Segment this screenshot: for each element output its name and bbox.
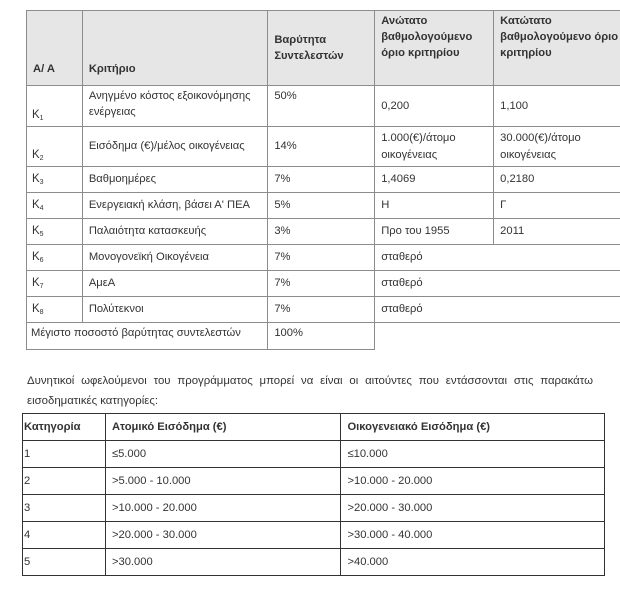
income-category: 3 xyxy=(23,495,106,522)
empty-cell xyxy=(375,323,620,350)
criterion-code: $K_8$ xyxy=(27,297,83,323)
criterion-name: Ενεργειακή κλάση, βάσει Α' ΠΕΑ xyxy=(82,193,268,219)
total-value: 100% xyxy=(268,323,375,350)
individual-income: >10.000 - 20.000 xyxy=(105,495,341,522)
criteria-row xyxy=(27,271,620,297)
family-income: >40.000 xyxy=(341,549,605,576)
criteria-total-row xyxy=(27,323,620,350)
family-income: ≤10.000 xyxy=(341,441,605,468)
individual-income: >30.000 xyxy=(105,549,341,576)
criteria-row xyxy=(27,297,620,323)
criterion-lower: 1,100 xyxy=(494,86,620,127)
criterion-weight: 50% xyxy=(268,86,375,127)
income-row xyxy=(23,522,605,549)
individual-income: >5.000 - 10.000 xyxy=(105,468,341,495)
criterion-fixed-value: σταθερό xyxy=(375,297,620,323)
criteria-row xyxy=(27,127,620,167)
criterion-code: $K_3$ xyxy=(27,167,83,193)
criterion-code: $K_7$ xyxy=(27,271,83,297)
income-category: 2 xyxy=(23,468,106,495)
criterion-weight: 3% xyxy=(268,219,375,245)
income-category: 1 xyxy=(23,441,106,468)
criterion-lower: 2011 xyxy=(494,219,620,245)
header-aa: Α/ Α xyxy=(27,11,83,86)
criterion-upper: Η xyxy=(375,193,494,219)
total-label: Μέγιστο ποσοστό βαρύτητας συντελεστών xyxy=(27,323,268,350)
family-income: >20.000 - 30.000 xyxy=(341,495,605,522)
criterion-fixed-value: σταθερό xyxy=(375,271,620,297)
header-family-income: Οικογενειακό Εισόδημα (€) xyxy=(341,414,605,441)
header-individual-income: Ατομικό Εισόδημα (€) xyxy=(105,414,341,441)
header-upper-limit: Ανώτατο βαθμολογούμενο όριο κριτηρίου xyxy=(375,11,494,86)
income-row xyxy=(23,549,605,576)
criteria-row xyxy=(27,167,620,193)
income-header-row xyxy=(23,414,605,441)
criterion-name: Παλαιότητα κατασκευής xyxy=(82,219,268,245)
eligibility-paragraph: Δυνητικοί ωφελούμενοι του προγράμματος μπορεί να είναι οι αιτούντες που εντάσσονται στις παρακάτω εισοδηματικές κατηγορίες: xyxy=(27,375,593,407)
family-income: >30.000 - 40.000 xyxy=(341,522,605,549)
income-row xyxy=(23,495,605,522)
criterion-code: $K_5$ xyxy=(27,219,83,245)
criteria-header-row xyxy=(27,11,620,86)
income-category: 5 xyxy=(23,549,106,576)
criterion-weight: 7% xyxy=(268,297,375,323)
criterion-lower: 0,2180 xyxy=(494,167,620,193)
criterion-weight: 14% xyxy=(268,127,375,167)
criterion-weight: 7% xyxy=(268,271,375,297)
header-lower-limit: Κατώτατο βαθμολογούμενο όριο κριτηρίου xyxy=(494,11,620,86)
criterion-name: Βαθμοημέρες xyxy=(82,167,268,193)
criterion-lower: 30.000(€)/άτομο οικογένειας xyxy=(494,127,620,167)
header-criterion: Κριτήριο xyxy=(82,11,268,86)
income-category: 4 xyxy=(23,522,106,549)
criterion-name: Ανηγμένο κόστος εξοικονόμησης ενέργειας xyxy=(82,86,268,127)
header-category: Κατηγορία xyxy=(23,414,106,441)
criterion-code: $K_2$ xyxy=(27,127,83,167)
criterion-name: Μονογονεϊκή Οικογένεια xyxy=(82,245,268,271)
individual-income: ≤5.000 xyxy=(105,441,341,468)
income-row xyxy=(23,468,605,495)
criterion-name: Εισόδημα (€)/μέλος οικογένειας xyxy=(82,127,268,167)
criterion-fixed-value: σταθερό xyxy=(375,245,620,271)
criterion-upper: Προ του 1955 xyxy=(375,219,494,245)
individual-income: >20.000 - 30.000 xyxy=(105,522,341,549)
header-weight: Βαρύτητα Συντελεστών xyxy=(268,11,375,86)
criterion-upper: 0,200 xyxy=(375,86,494,127)
criterion-name: Πολύτεκνοι xyxy=(82,297,268,323)
income-table xyxy=(22,413,605,576)
criteria-row xyxy=(27,86,620,127)
criterion-name: ΑμεΑ xyxy=(82,271,268,297)
criterion-code: $K_4$ xyxy=(27,193,83,219)
criteria-table xyxy=(26,10,620,350)
criteria-row xyxy=(27,245,620,271)
criterion-lower: Γ xyxy=(494,193,620,219)
criterion-weight: 7% xyxy=(268,167,375,193)
criterion-upper: 1.000(€)/άτομο οικογένειας xyxy=(375,127,494,167)
criteria-row xyxy=(27,219,620,245)
income-row xyxy=(23,441,605,468)
criterion-weight: 7% xyxy=(268,245,375,271)
criterion-upper: 1,4069 xyxy=(375,167,494,193)
criterion-code: $K_1$ xyxy=(27,86,83,127)
criterion-weight: 5% xyxy=(268,193,375,219)
criteria-row xyxy=(27,193,620,219)
family-income: >10.000 - 20.000 xyxy=(341,468,605,495)
criterion-code: $K_6$ xyxy=(27,245,83,271)
